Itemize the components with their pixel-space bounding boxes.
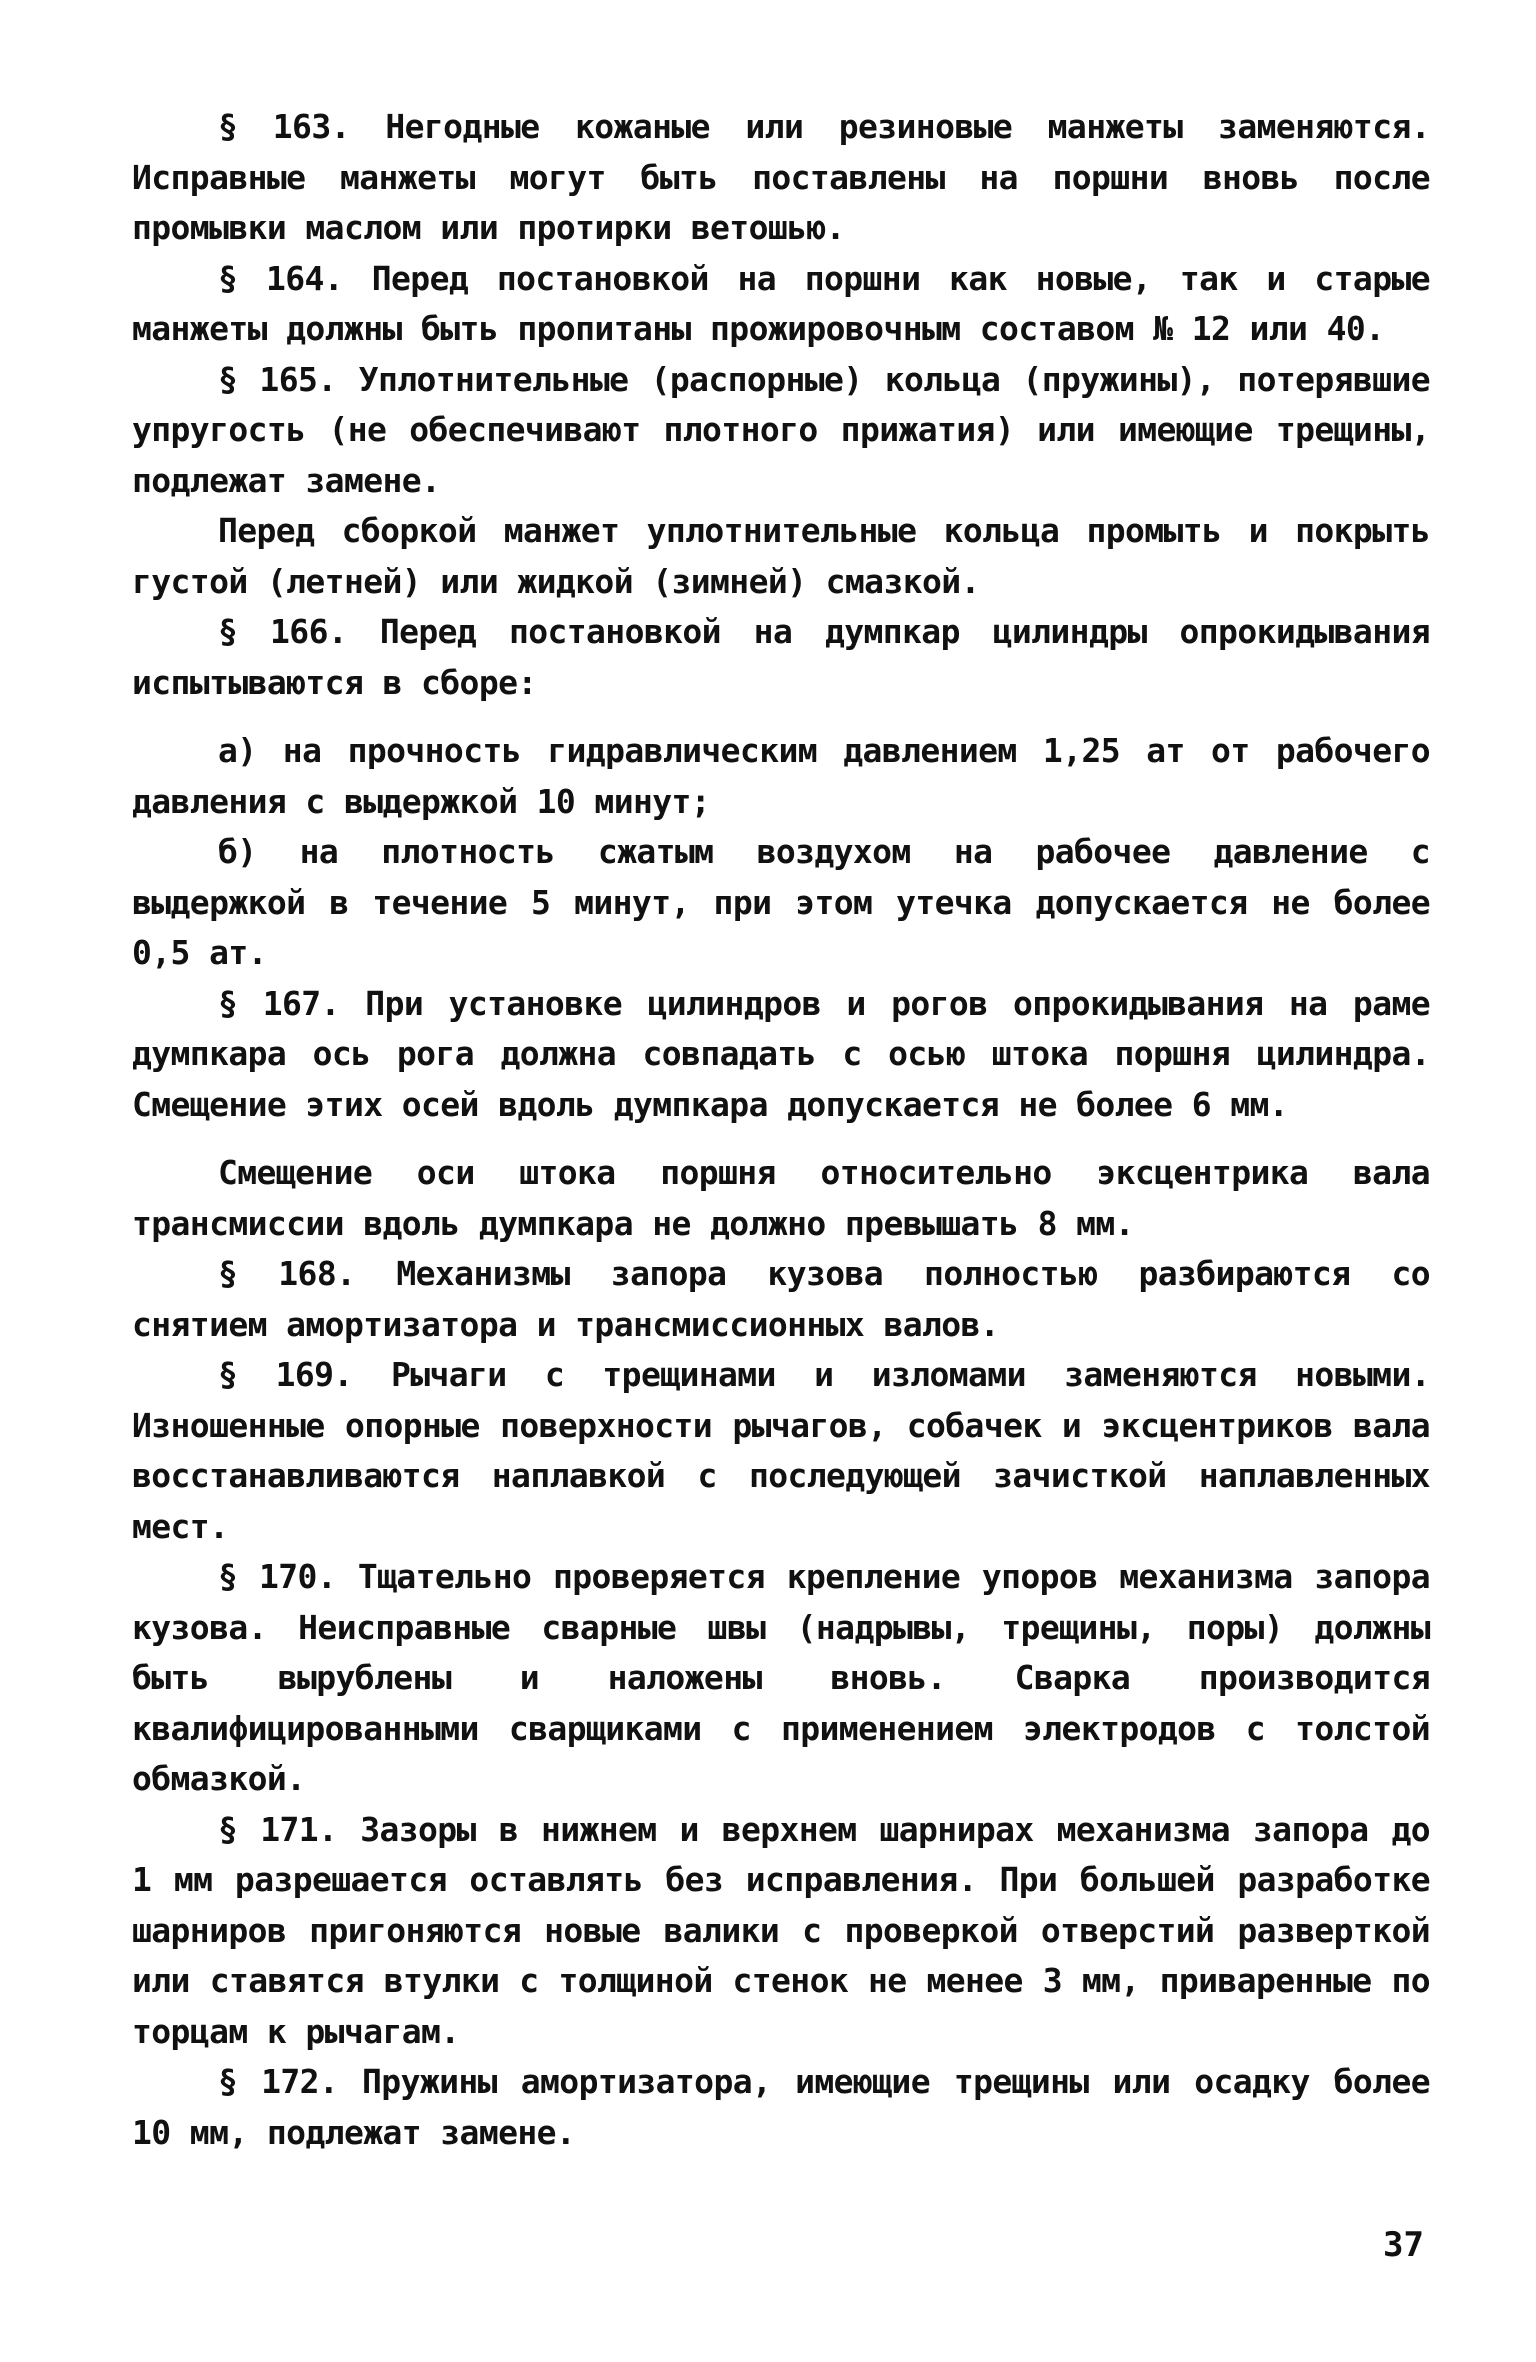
body-text	[132, 102, 1430, 2158]
paragraph-172: § 172. Пружины амортизатора, имеющие трещины или осадку более 10 мм, подлежат замене.	[132, 2062, 1430, 2152]
paragraph-168: § 168. Механизмы запора кузова полностью разбираются со снятием амортизатора и трансмиссионных валов.	[132, 1254, 1430, 1344]
list-item-b: б) на плотность сжатым воздухом на рабочее давление с выдержкой в течение 5 минут, при этом утечка допускается не более 0,5 ат.	[132, 832, 1430, 972]
page-number: 37	[1383, 2225, 1424, 2265]
paragraph-165-continued: Перед сборкой манжет уплотнительные кольца промыть и покрыть густой (летней) или жидкой (зимней) смазкой.	[132, 511, 1430, 601]
paragraph-167: § 167. При установке цилиндров и рогов опрокидывания на раме думпкара ось рога должна совпадать с осью штока поршня цилиндра. Смещение этих осей вдоль думпкара допускается не более 6 мм.	[132, 983, 1430, 1124]
paragraph-171: § 171. Зазоры в нижнем и верхнем шарнирах механизма запора до 1 мм разрешается оставлять без исправления. При большей разработке шарниров пригоняются новые валики с проверкой отверстий разверткой или ставятся втулки с толщиной стенок не менее 3 мм, приваренные по торцам к рычагам.	[132, 1809, 1430, 2051]
paragraph-170: § 170. Тщательно проверяется крепление упоров механизма запора кузова. Неисправные сварные швы (надрывы, трещины, поры) должны быть вырублены и наложены вновь. Сварка производится квалифицированными сварщиками с применением электродов с толстой обмазкой.	[132, 1557, 1430, 1798]
paragraph-164: § 164. Перед постановкой на поршни как новые, так и старые манжеты должны быть пропитаны прожировочным составом № 12 или 40.	[132, 258, 1430, 348]
paragraph-166: § 166. Перед постановкой на думпкар цилиндры опрокидывания испытываются в сборе:	[132, 612, 1430, 702]
list-item-a: а) на прочность гидравлическим давлением 1,25 ат от рабочего давления с выдержкой 10 минут;	[132, 731, 1430, 821]
paragraph-169: § 169. Рычаги с трещинами и изломами заменяются новыми. Изношенные опорные поверхности рычагов, собачек и эксцентриков вала восстанавливаются наплавкой с последующей зачисткой наплавленных мест.	[132, 1355, 1430, 1546]
paragraph-163: § 163. Негодные кожаные или резиновые манжеты заменяются. Исправные манжеты могут быть поставлены на поршни вновь после промывки маслом или протирки ветошью.	[132, 107, 1430, 247]
paragraph-167-continued: Смещение оси штока поршня относительно эксцентрика вала трансмиссии вдоль думпкара не должно превышать 8 мм.	[132, 1153, 1430, 1243]
paragraph-165: § 165. Уплотнительные (распорные) кольца (пружины), потерявшие упругость (не обеспечивают плотного прижатия) или имеющие трещины, подлежат замене.	[132, 359, 1430, 500]
